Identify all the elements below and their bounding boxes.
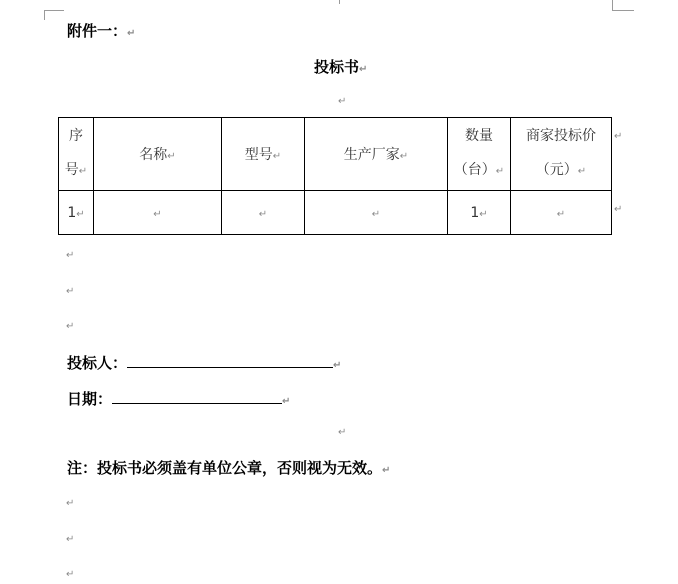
header-manufacturer-text: 生产厂家 xyxy=(343,147,400,163)
cell-price[interactable] xyxy=(511,191,612,235)
header-model xyxy=(222,118,305,191)
paragraph-mark: ↵ xyxy=(76,208,85,220)
header-name-text: 名称 xyxy=(139,147,168,163)
header-quantity-top: 数量 xyxy=(465,128,493,144)
page-corner-mark-left xyxy=(44,10,64,11)
document-title xyxy=(314,58,367,79)
paragraph-mark: ↵ xyxy=(127,28,136,39)
date-field[interactable] xyxy=(112,389,282,404)
note-line xyxy=(67,459,390,480)
paragraph-mark: ↵ xyxy=(479,208,488,220)
title-text: 投标书 xyxy=(314,58,360,76)
header-price xyxy=(511,118,612,191)
cell-quantity[interactable] xyxy=(448,191,511,235)
header-model-text: 型号 xyxy=(244,147,273,163)
paragraph-mark: ↵ xyxy=(66,286,75,297)
bid-table xyxy=(58,117,612,235)
date-label: 日期： xyxy=(67,390,113,408)
header-price-bottom xyxy=(511,153,611,189)
paragraph-mark: ↵ xyxy=(66,321,75,332)
table-row xyxy=(59,191,612,235)
paragraph-mark: ↵ xyxy=(399,151,409,162)
bidder-signature-field[interactable] xyxy=(127,353,333,368)
paragraph-mark: ↵ xyxy=(495,166,505,177)
paragraph-mark: ↵ xyxy=(338,427,347,438)
paragraph-mark: ↵ xyxy=(167,151,176,162)
row-end-mark: ↵ xyxy=(614,204,623,215)
paragraph-mark: ↵ xyxy=(333,360,342,371)
cell-model[interactable] xyxy=(222,191,305,235)
page-top-mark xyxy=(339,0,340,4)
page-corner-mark-left xyxy=(44,10,45,20)
header-index-bottom-text: 号 xyxy=(64,162,79,178)
paragraph-mark: ↵ xyxy=(66,498,75,509)
paragraph-mark: ↵ xyxy=(359,64,368,75)
row-end-mark: ↵ xyxy=(614,131,623,142)
paragraph-mark: ↵ xyxy=(338,96,347,107)
paragraph-mark: ↵ xyxy=(66,250,75,261)
cell-name[interactable] xyxy=(94,191,222,235)
attachment-label xyxy=(67,22,135,43)
header-index-bottom xyxy=(59,153,93,189)
paragraph-mark: ↵ xyxy=(78,166,88,177)
cell-index[interactable] xyxy=(59,191,94,235)
paragraph-mark: ↵ xyxy=(556,208,566,220)
paragraph-mark: ↵ xyxy=(371,208,381,220)
paragraph-mark: ↵ xyxy=(66,569,75,580)
header-index xyxy=(59,118,94,191)
paragraph-mark: ↵ xyxy=(258,208,268,220)
paragraph-mark: ↵ xyxy=(382,465,391,476)
header-price-bottom-text: （元） xyxy=(535,162,578,178)
cell-quantity-text: 1 xyxy=(470,204,480,221)
header-index-top: 序 xyxy=(69,128,83,144)
note-text: 注：投标书必须盖有单位公章，否则视为无效。 xyxy=(67,459,383,477)
table-header-row xyxy=(59,118,612,191)
header-quantity-bottom xyxy=(448,153,510,189)
paragraph-mark: ↵ xyxy=(282,396,291,407)
attachment-text: 附件一： xyxy=(67,22,128,40)
header-quantity-bottom-text: （台） xyxy=(453,162,496,178)
paragraph-mark: ↵ xyxy=(272,151,282,162)
page-corner-mark-right xyxy=(612,0,613,11)
paragraph-mark: ↵ xyxy=(153,208,162,220)
date-line xyxy=(67,389,290,411)
paragraph-mark: ↵ xyxy=(577,166,587,177)
header-name xyxy=(94,118,222,191)
page-corner-mark-right xyxy=(612,10,634,11)
cell-index-text: 1 xyxy=(67,204,77,221)
header-manufacturer xyxy=(305,118,448,191)
bidder-label: 投标人： xyxy=(67,354,128,372)
header-price-top: 商家投标价 xyxy=(526,128,596,144)
paragraph-mark: ↵ xyxy=(66,534,75,545)
bidder-line xyxy=(67,353,341,375)
cell-manufacturer[interactable] xyxy=(305,191,448,235)
header-quantity xyxy=(448,118,511,191)
